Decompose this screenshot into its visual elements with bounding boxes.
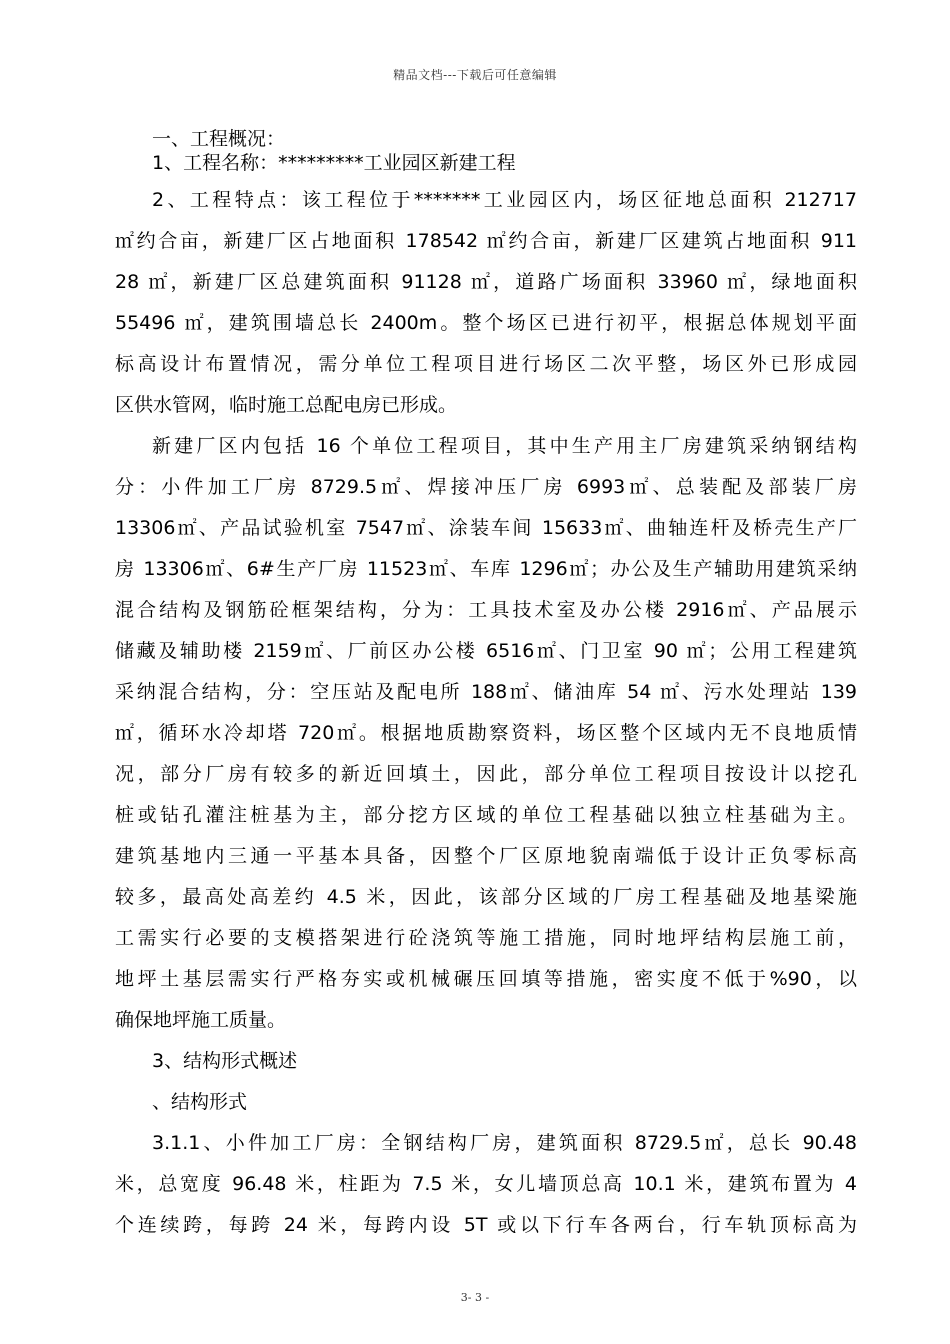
section-heading: 3、结构形式概述 <box>152 1050 298 1072</box>
paragraph-line: 1、工程名称：*********工业园区新建工程 <box>152 152 516 174</box>
paragraph-line: 标高设计布置情况，需分单位工程项目进行场区二次平整，场区外已形成园 <box>115 353 857 375</box>
paragraph-line: 混合结构及钢筋砼框架结构，分为：工具技术室及办公楼 2916㎡、产品展示 <box>115 599 857 621</box>
page-number: 3- 3 - <box>460 1291 490 1304</box>
paragraph-line: 55496 ㎡，建筑围墙总长 2400m。整个场区已进行初平，根据总体规划平面 <box>115 312 857 334</box>
paragraph-line: 区供水管网，临时施工总配电房已形成。 <box>115 394 458 416</box>
paragraph-line: 桩或钻孔灌注桩基为主，部分挖方区域的单位工程基础以独立柱基础为主。 <box>115 804 857 826</box>
paragraph-line: 工需实行必要的支模搭架进行砼浇筑等施工措施，同时地坪结构层施工前， <box>115 927 857 949</box>
paragraph-line: 2、工程特点：该工程位于*******工业园区内，场区征地总面积 212717 <box>152 189 857 211</box>
paragraph-line: 房 13306㎡、6#生产厂房 11523㎡、车库 1296㎡；办公及生产辅助用建筑采纳 <box>115 558 857 580</box>
paragraph-line: 采纳混合结构，分：空压站及配电所 188㎡、储油库 54 ㎡、污水处理站 139 <box>115 681 857 703</box>
paragraph-line: 个连续跨，每跨 24 米，每跨内设 5T 或以下行车各两台，行车轨顶标高为 <box>115 1214 857 1236</box>
paragraph-line: 地坪土基层需实行严格夯实或机械碾压回填等措施，密实度不低于%90，以 <box>115 968 857 990</box>
paragraph-line: 况，部分厂房有较多的新近回填土，因此，部分单位工程项目按设计以挖孔 <box>115 763 857 785</box>
section-heading: 一、工程概况： <box>152 128 286 150</box>
paragraph-line: ㎡，循环水冷却塔 720㎡。根据地质勘察资料，场区整个区域内无不良地质情 <box>115 722 857 744</box>
paragraph-line: 新建厂区内包括 16 个单位工程项目，其中生产用主厂房建筑采纳钢结构 <box>152 435 857 457</box>
paragraph-line: 米，总宽度 96.48 米，柱距为 7.5 米，女儿墙顶总高 10.1 米，建筑布置为 4 <box>115 1173 857 1195</box>
paragraph-line: 分：小件加工厂房 8729.5㎡、焊接冲压厂房 6993㎡、总装配及部装厂房 <box>115 476 857 498</box>
paragraph-line: 建筑基地内三通一平基本具备，因整个厂区原地貌南端低于设计正负零标高 <box>115 845 857 867</box>
paragraph-line: 13306㎡、产品试验机室 7547㎡、涂装车间 15633㎡、曲轴连杆及桥壳生产厂 <box>115 517 857 539</box>
page-header: 精品文档---下载后可任意编辑 <box>393 68 557 82</box>
paragraph-line: 较多，最高处高差约 4.5 米，因此，该部分区域的厂房工程基础及地基梁施 <box>115 886 857 908</box>
paragraph-line: 储藏及辅助楼 2159㎡、厂前区办公楼 6516㎡、门卫室 90 ㎡；公用工程建筑 <box>115 640 857 662</box>
section-heading: 、结构形式 <box>152 1091 248 1113</box>
paragraph-line: 3.1.1、小件加工厂房：全钢结构厂房，建筑面积 8729.5㎡，总长 90.48 <box>152 1132 857 1154</box>
paragraph-line: 确保地坪施工质量。 <box>115 1009 287 1031</box>
paragraph-line: 28 ㎡，新建厂区总建筑面积 91128 ㎡，道路广场面积 33960 ㎡，绿地面积 <box>115 271 857 293</box>
paragraph-line: ㎡约合亩，新建厂区占地面积 178542 ㎡约合亩，新建厂区建筑占地面积 911 <box>115 230 857 252</box>
